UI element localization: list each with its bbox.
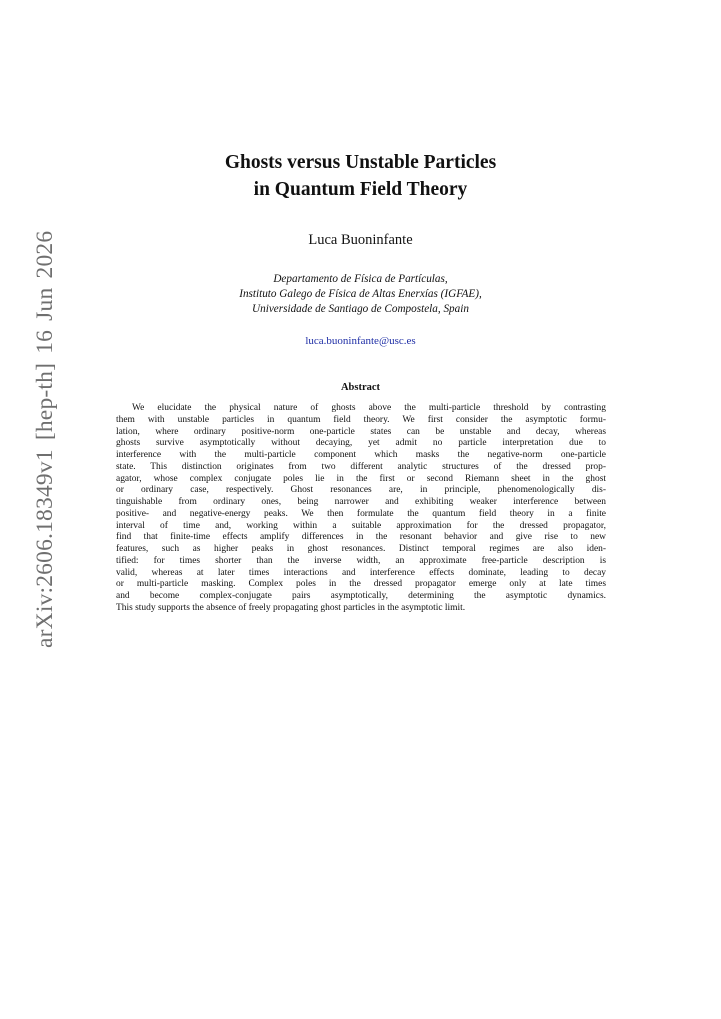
author-email (0, 334, 721, 348)
abstract-line: state. This distinction originates from two different analytic structures of the dressed prop- (116, 461, 606, 472)
abstract-line: them with unstable particles in quantum field theory. We first consider the asymptotic formu- (116, 414, 606, 425)
abstract-line: or ordinary case, respectively. Ghost resonances are, in principle, phenomenologically dis- (116, 485, 606, 496)
author-name: Luca Buoninfante (308, 232, 413, 248)
abstract-heading: Abstract (340, 382, 381, 393)
abstract-line: interference with the multi-particle component which masks the negative-norm one-particle (116, 450, 606, 460)
email-link[interactable]: luca.buoninfante@usc.es (305, 335, 416, 347)
paper-title-line: Ghosts versus Unstable Particles (224, 152, 497, 173)
paper-title (0, 149, 721, 203)
arxiv-identifier-stamp: arXiv:2606.18349v1 [hep-th] 16 Jun 2026 (32, 230, 58, 648)
abstract-line: find that finite-time effects amplify differences in the resonant behavior and give rise to new (116, 532, 606, 543)
abstract-line: lation, where ordinary positive-norm one-particle states can be unstable and decay, whereas (116, 426, 606, 437)
abstract-line: ghosts survive asymptotically without decaying, yet admit no particle interpretation due to (116, 438, 606, 449)
abstract-line: valid, whereas at later times interactions and interference effects dominate, leading to decay (116, 567, 606, 578)
affiliation-line: Universidade de Santiago de Compostela, Spain (252, 303, 469, 315)
abstract-line: agator, whose complex conjugate poles lie in the first or second Riemann sheet in the ghost (116, 473, 606, 484)
abstract-line: features, such as higher peaks in ghost resonances. Distinct temporal regimes are also iden- (116, 544, 606, 554)
abstract-line: tified: for times shorter than the inverse width, an approximate free-particle description is (116, 555, 606, 566)
abstract-line: or multi-particle masking. Complex poles in the dressed propagator emerge only at late times (116, 579, 606, 590)
affiliation-line: Instituto Galego de Física de Altas Enerxías (IGFAE), (239, 288, 482, 300)
abstract-line: tinguishable from ordinary ones, being narrower and exhibiting weaker interference between (116, 497, 606, 507)
abstract-line: positive- and negative-energy peaks. We then formulate the quantum field theory in a finite (116, 508, 606, 519)
author-affiliation (0, 272, 721, 317)
paper-title-line: in Quantum Field Theory (253, 179, 468, 200)
abstract-line: We elucidate the physical nature of ghosts above the multi-particle threshold by contrasting (132, 403, 606, 413)
abstract-line: and become complex-conjugate pairs asymptotically, determining the asymptotic dynamics. (116, 591, 606, 601)
abstract-body (116, 403, 606, 615)
affiliation-line: Departamento de Física de Partículas, (273, 273, 448, 285)
abstract-line: This study supports the absence of freely propagating ghost particles in the asymptotic limit. (116, 602, 466, 613)
abstract-line: interval of time and, working within a suitable approximation for the dressed propagator, (116, 520, 606, 531)
